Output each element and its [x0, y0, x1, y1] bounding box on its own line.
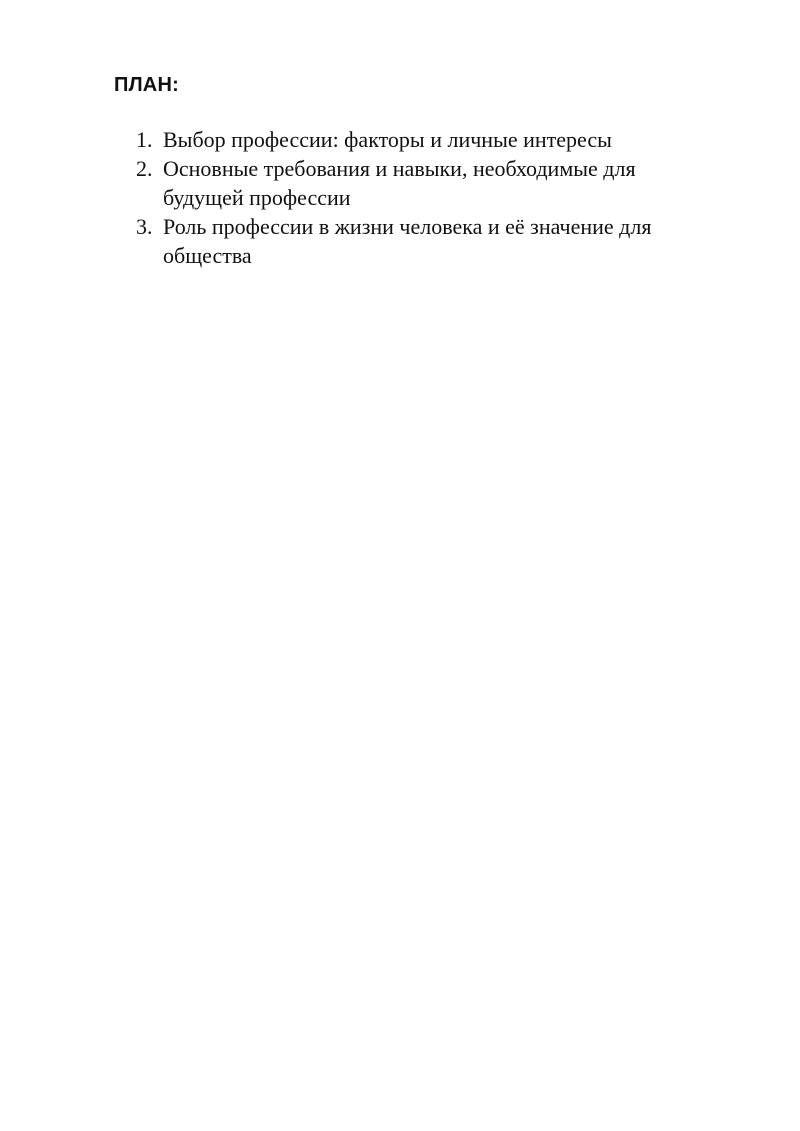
plan-item-1 — [136, 125, 716, 154]
plan-item-text: Роль профессии в жизни человека и её значение для общества — [163, 214, 652, 268]
plan-item-number: 1. — [136, 127, 153, 152]
plan-item-3 — [136, 212, 716, 270]
plan-list — [136, 125, 716, 270]
plan-item-number: 3. — [136, 214, 153, 239]
plan-item-2 — [136, 154, 716, 212]
plan-heading: ПЛАН: — [114, 74, 179, 96]
plan-item-number: 2. — [136, 156, 153, 181]
plan-item-text: Выбор профессии: факторы и личные интересы — [163, 127, 612, 152]
plan-item-text: Основные требования и навыки, необходимые для будущей профессии — [163, 156, 636, 210]
